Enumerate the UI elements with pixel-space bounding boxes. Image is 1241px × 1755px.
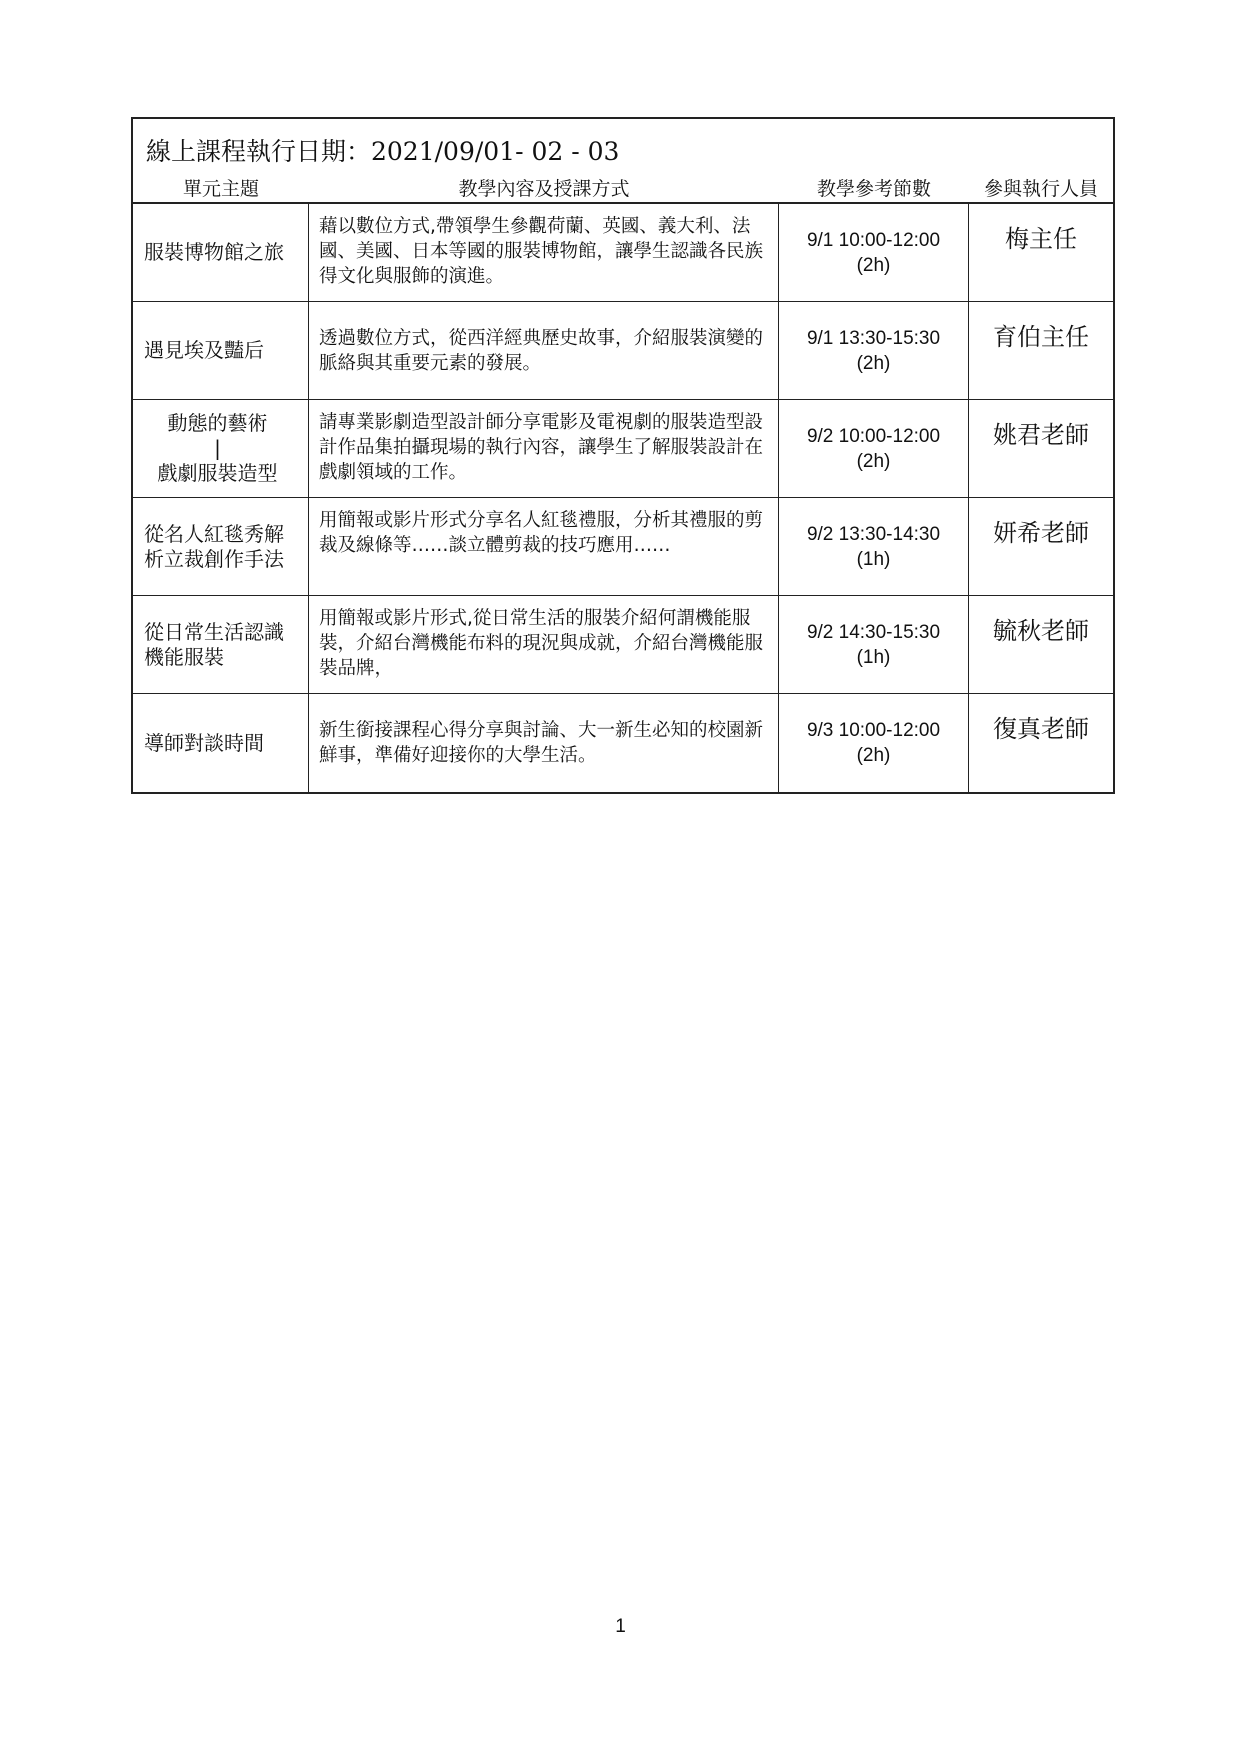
content-cell [309,498,779,595]
schedule-title: 線上課程執行日期：2021/09/01- 02 - 03 [146,137,620,166]
person-cell [969,302,1113,399]
time-cell [779,498,969,595]
time-cell [779,596,969,693]
time-text: 9/3 10:00-12:00 [806,720,941,741]
topic-separator: | [214,436,221,460]
table-row [133,694,1113,792]
time-text: 9/2 13:30-14:30 [806,524,941,545]
content-text: 用簡報或影片形式分享名人紅毯禮服，分析其禮服的剪裁及線條等……談立體剪裁的技巧應用…… [319,510,764,556]
table-row [133,400,1113,498]
content-text: 新生銜接課程心得分享與討論、大一新生必知的校園新鮮事，準備好迎接你的大學生活。 [319,720,764,766]
person-text: 復真老師 [993,715,1089,743]
person-cell [969,204,1113,301]
content-text: 藉以數位方式,帶領學生參觀荷蘭、英國、義大利、法國、美國、日本等國的服裝博物館，讓學生認識各民族得文化與服飾的演進。 [319,216,764,287]
person-text: 姚君老師 [993,421,1089,449]
topic-text: 析立裁創作手法 [144,546,284,571]
table-row [133,498,1113,596]
header-person: 參與執行人員 [983,178,1098,200]
topic-text: 服裝博物館之旅 [144,240,284,264]
header-topic: 單元主題 [182,178,259,200]
topic-cell [133,498,309,595]
time-text: 9/1 13:30-15:30 [806,328,941,349]
person-text: 毓秋老師 [993,617,1089,645]
content-text: 用簡報或影片形式,從日常生活的服裝介紹何謂機能服裝，介紹台灣機能布料的現況與成就，介紹台灣機能服裝品牌， [319,608,764,679]
topic-text: 動態的藝術 [167,411,268,435]
topic-cell [133,204,309,301]
content-cell [309,400,779,497]
schedule-table [131,117,1115,794]
person-text: 育伯主任 [993,323,1089,351]
topic-text: 導師對談時間 [144,730,264,755]
person-cell [969,498,1113,595]
content-cell [309,204,779,301]
content-cell [309,302,779,399]
duration-text: (2h) [856,353,891,374]
topic-text: 遇見埃及豔后 [144,338,264,362]
topic-cell [133,596,309,693]
duration-text: (1h) [856,647,891,668]
topic-text: 戲劇服裝造型 [157,461,278,485]
time-cell [779,400,969,497]
person-cell [969,400,1113,497]
duration-text: (2h) [856,745,891,766]
time-text: 9/2 10:00-12:00 [806,426,941,447]
content-text: 請專業影劇造型設計師分享電影及電視劇的服裝造型設計作品集拍攝現場的執行內容，讓學生了解服裝設計在戲劇領域的工作。 [319,412,764,483]
content-cell [309,694,779,792]
person-cell [969,596,1113,693]
topic-text: 機能服裝 [144,644,224,669]
content-cell [309,596,779,693]
topic-cell [133,400,309,497]
header-time: 教學參考節數 [816,178,931,200]
person-text: 妍希老師 [993,519,1089,547]
title-row [133,119,1113,169]
header-content: 教學內容及授課方式 [458,178,630,200]
page-number: 1 [615,1616,626,1637]
table-row [133,302,1113,400]
person-text: 梅主任 [1005,225,1077,253]
duration-text: (2h) [856,255,891,276]
content-text: 透過數位方式，從西洋經典歷史故事，介紹服裝演變的脈絡與其重要元素的發展。 [319,327,764,374]
topic-text: 從日常生活認識 [144,619,284,644]
table-row [133,204,1113,302]
header-row [133,169,1113,204]
time-cell [779,302,969,399]
duration-text: (1h) [856,549,891,570]
topic-cell [133,694,309,792]
time-text: 9/1 10:00-12:00 [806,230,941,251]
duration-text: (2h) [856,451,891,472]
table-row [133,596,1113,694]
topic-text: 從名人紅毯秀解 [144,521,284,546]
time-cell [779,204,969,301]
topic-cell [133,302,309,399]
time-cell [779,694,969,792]
time-text: 9/2 14:30-15:30 [806,622,941,643]
person-cell [969,694,1113,792]
